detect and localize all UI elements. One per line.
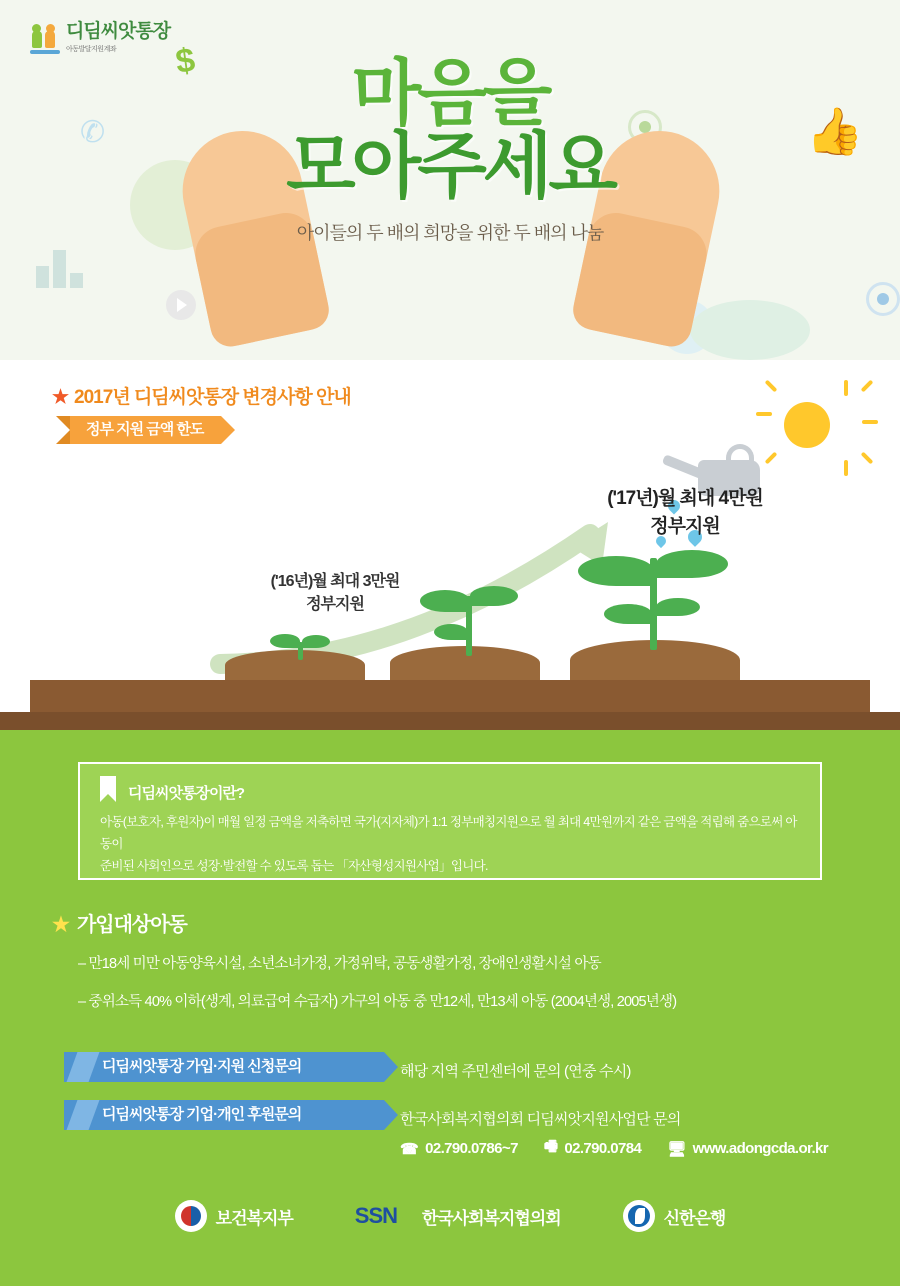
contact-fax-value: 02.790.0784 — [564, 1140, 642, 1157]
hero-subtitle: 아이들의 두 배의 희망을 위한 두 배의 나눔 — [296, 222, 604, 243]
chart-label-2017 — [570, 485, 800, 540]
definition-box — [78, 762, 822, 880]
brand-logo-text: 디딤씨앗통장 — [66, 21, 171, 42]
bookmark-icon — [100, 776, 116, 802]
contact-phone — [400, 1140, 518, 1158]
sun-ray — [861, 380, 874, 393]
definition-body-line2: 준비된 사회인으로 성장·발전할 수 있도록 돕는 「자산형성지원사업」입니다. — [100, 858, 488, 873]
definition-body-line1: 아동(보호자, 후원자)이 매월 일정 금액을 저축하면 국가(지자체)가 1:1 정부매칭지원으로 월 최대 4만원까지 같은 금액을 적립해 줌으로써 아동이 — [100, 815, 797, 851]
brand-logo — [30, 22, 170, 54]
contact-website-value: www.adongcda.or.kr — [692, 1140, 828, 1157]
target-item: – 만18세 미만 아동양육시설, 소년소녀가정, 가정위탁, 공동생활가정, 장애인생활시설 아동 — [78, 956, 601, 972]
chart-label-2017-line2: 정부지원 — [650, 515, 720, 537]
footer-logo-ssn-label: 한국사회복지협의회 — [421, 1208, 561, 1228]
star-icon: ★ — [52, 914, 69, 936]
inquiry-tag-sponsor-label: 디딤씨앗통장 기업·개인 후원문의 — [102, 1106, 302, 1123]
contact-website[interactable] — [667, 1140, 828, 1158]
contact-phone-value: 02.790.0786~7 — [425, 1140, 518, 1157]
footer-logo-mohw-label: 보건복지부 — [215, 1208, 293, 1228]
soil-strip — [30, 680, 870, 712]
star-icon: ★ — [52, 387, 69, 408]
hero-title-line2: 모아주세요 — [286, 127, 614, 208]
content-section — [0, 712, 900, 1286]
sun-ray — [862, 420, 878, 424]
target-section-title-text: 가입대상아동 — [76, 914, 187, 936]
tag-sheen — [67, 1100, 100, 1130]
thumbs-up-icon: 👍 — [806, 105, 864, 157]
brand-logo-subtext: 아동발달지원계좌 — [66, 45, 117, 53]
shinhan-icon — [623, 1200, 655, 1232]
chart-label-2016 — [235, 570, 435, 616]
ssn-icon — [355, 1203, 413, 1229]
contact-fax — [544, 1136, 641, 1161]
footer-logos — [0, 1200, 900, 1232]
footer-logo-shinhan — [623, 1200, 726, 1232]
soil-band — [0, 712, 900, 730]
sun-ray — [844, 460, 848, 476]
footer-logo-ssn — [355, 1203, 561, 1229]
panel-heading-text: 2017년 디딤씨앗통장 변경사항 안내 — [74, 387, 351, 408]
sun-ray — [861, 452, 874, 465]
leaf-icon: ✓ — [397, 1206, 413, 1228]
hero-title-block — [0, 54, 900, 245]
brand-logo-icon — [30, 22, 60, 54]
mohw-icon — [175, 1200, 207, 1232]
sun-ray — [765, 452, 778, 465]
phone-icon: ☎ — [400, 1140, 419, 1158]
dollar-icon: $ — [173, 40, 198, 82]
definition-body — [100, 812, 806, 878]
sun-icon — [784, 402, 830, 448]
inquiry-tag-join-label: 디딤씨앗통장 가입·지원 신청문의 — [102, 1058, 302, 1075]
fax-icon: 🖷 — [543, 1138, 558, 1155]
footer-logo-mohw — [175, 1200, 293, 1232]
sun-ray — [756, 412, 772, 416]
chart-label-2017-line1: ('17년)월 최대 4만원 — [607, 488, 763, 509]
panel-heading — [52, 382, 351, 409]
target-section-title — [52, 908, 187, 937]
inquiry-tag-join — [64, 1052, 384, 1082]
chart-label-2016-line1: ('16년)월 최대 3만원 — [270, 573, 400, 590]
sprout-large — [578, 530, 728, 650]
sprout-small — [270, 636, 330, 660]
inquiry-tag-sponsor — [64, 1100, 384, 1130]
ribbon-label: 정부 지원 금액 한도 — [70, 416, 221, 444]
contact-row — [400, 1136, 828, 1161]
monitor-icon: 🖥 — [667, 1140, 686, 1158]
chart-label-2016-line2: 정부지원 — [306, 596, 364, 614]
sprout-medium — [420, 576, 520, 656]
hero-title-line1: 마음을 — [351, 54, 549, 134]
phone-icon: ✆ — [80, 116, 106, 149]
sun-ray — [765, 380, 778, 393]
sun-ray — [844, 380, 848, 396]
footer-logo-shinhan-label: 신한은행 — [663, 1208, 726, 1228]
definition-title: 디딤씨앗통장이란? — [128, 785, 245, 802]
hero-section — [0, 0, 900, 360]
inquiry-text-sponsor: 한국사회복지협의회 디딤씨앗지원사업단 문의 — [400, 1111, 681, 1128]
tag-sheen — [67, 1052, 100, 1082]
inquiry-text-join: 해당 지역 주민센터에 문의 (연중 수시) — [400, 1063, 631, 1080]
target-item: – 중위소득 40% 이하(생계, 의료급여 수급자) 가구의 아동 중 만12세, 만13세 아동 (2004년생, 2005년생) — [78, 994, 677, 1010]
chart-panel — [30, 360, 870, 712]
ssn-prefix: SSN — [354, 1203, 398, 1228]
